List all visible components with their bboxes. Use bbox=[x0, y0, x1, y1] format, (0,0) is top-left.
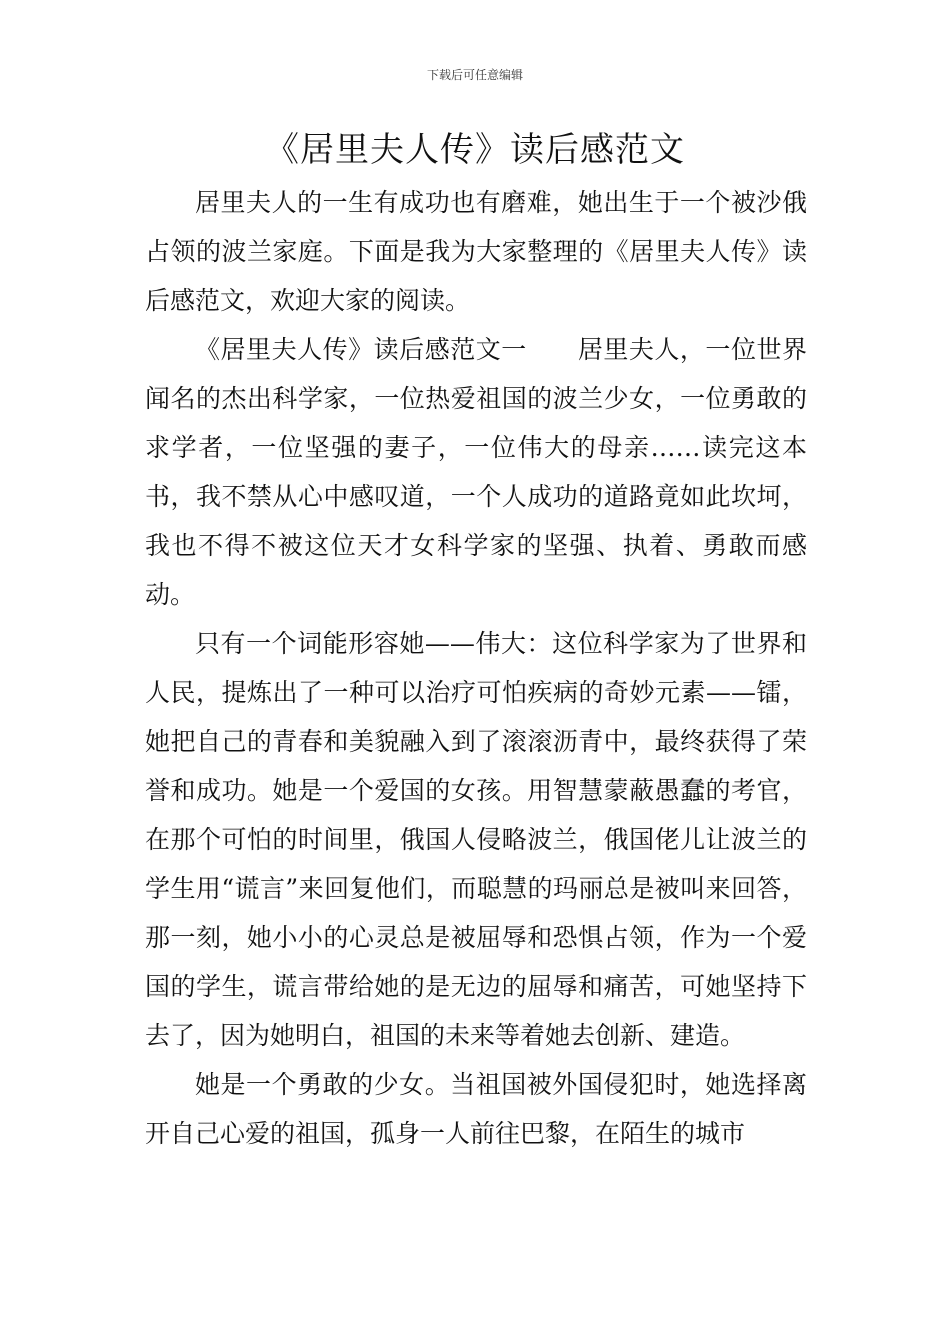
paragraph-brave-girl: 她是一个勇敢的少女。当祖国被外国侵犯时，她选择离开自己心爱的祖国，孤身一人前往巴黎，在陌生的城市 bbox=[145, 1070, 807, 1148]
paragraph-greatness: 只有一个词能形容她——伟大：这位科学家为了世界和人民，提炼出了一种可以治疗可怕疾病的奇妙元素——镭，她把自己的青春和美貌融入到了滚滚沥青中，最终获得了荣誉和成功。她是一个爱国的女孩。用智慧蒙蔽愚蠢的考官，在那个可怕的时间里，俄国人侵略波兰，俄国佬儿让波兰的学生用“谎言”来回复他们，而聪慧的玛丽总是被叫来回答，那一刻，她小小的心灵总是被屈辱和恐惧占领，作为一个爱国的学生，谎言带给她的是无边的屈辱和痛苦，可她坚持下去了，因为她明白，祖国的未来等着她去创新、建造。 bbox=[145, 629, 807, 1050]
paragraph-intro: 居里夫人的一生有成功也有磨难，她出生于一个被沙俄占领的波兰家庭。下面是我为大家整理的《居里夫人传》读后感范文，欢迎大家的阅读。 bbox=[145, 188, 807, 315]
document-title: 《居里夫人传》读后感范文 bbox=[265, 130, 685, 170]
paragraph-essay-one: 《居里夫人传》读后感范文一 居里夫人，一位世界闻名的杰出科学家，一位热爱祖国的波兰少女，一位勇敢的求学者，一位坚强的妻子，一位伟大的母亲……读完这本书，我不禁从心中感叹道，一个人成功的道路竟如此坎坷，我也不得不被这位天才女科学家的坚强、执着、勇敢而感动。 bbox=[145, 335, 807, 609]
document-body bbox=[145, 178, 807, 1158]
page-header-note: 下载后可任意编辑 bbox=[426, 68, 523, 82]
